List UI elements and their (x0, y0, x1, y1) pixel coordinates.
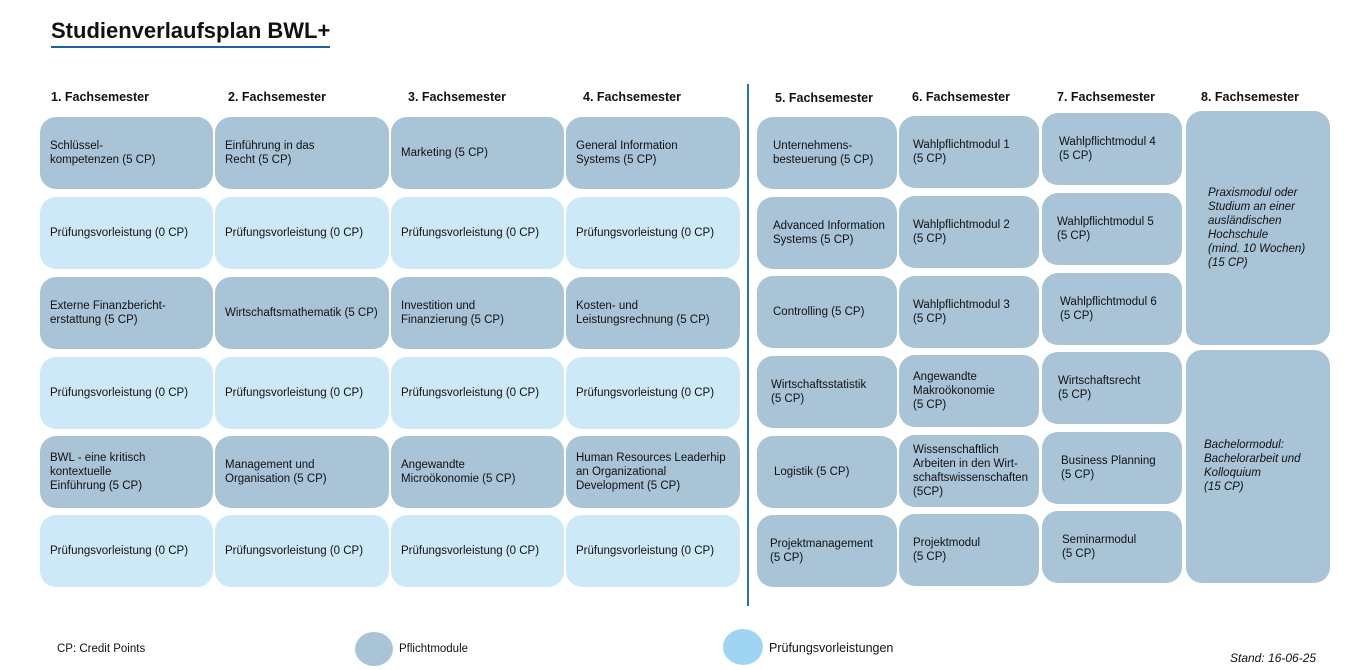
module-label: Prüfungsvorleistung (0 CP) (576, 545, 715, 557)
legend-pflicht-swatch (355, 632, 393, 666)
module-box (215, 117, 389, 189)
semester-header-5: 5. Fachsemester (775, 91, 873, 105)
pruefung-box (566, 197, 740, 269)
module-label: Wirtschaftsstatistik (5 CP) (771, 379, 867, 405)
module-box (899, 355, 1039, 427)
module-box (40, 117, 213, 189)
module-box (1042, 113, 1182, 185)
semester-header-1: 1. Fachsemester (51, 90, 149, 104)
pruefung-box (391, 515, 564, 587)
semester-header-3: 3. Fachsemester (408, 90, 506, 104)
module-label: Prüfungsvorleistung (0 CP) (401, 227, 540, 239)
module-box (757, 356, 897, 428)
module-box (215, 436, 389, 508)
legend-pruef: Prüfungsvorleistungen (769, 641, 894, 655)
module-label: Prüfungsvorleistung (0 CP) (401, 387, 540, 399)
module-box (757, 197, 897, 269)
module-box (40, 436, 213, 508)
module-label: Unternehmens- besteuerung (5 CP) (773, 140, 874, 166)
pruefung-box (391, 357, 564, 429)
pruefung-box (566, 515, 740, 587)
pruefung-box (566, 357, 740, 429)
module-label: Wahlpflichtmodul 2 (5 CP) (913, 219, 1010, 245)
module-label: Prüfungsvorleistung (0 CP) (50, 387, 189, 399)
module-box (899, 116, 1039, 188)
module-label: Wahlpflichtmodul 4 (5 CP) (1059, 136, 1156, 162)
module-label: Prüfungsvorleistung (0 CP) (50, 227, 189, 239)
module-box (899, 435, 1039, 507)
module-label: Prüfungsvorleistung (0 CP) (225, 545, 364, 557)
module-label: Prüfungsvorleistung (0 CP) (576, 387, 715, 399)
module-label: General Information Systems (5 CP) (576, 140, 678, 166)
semester-header-6: 6. Fachsemester (912, 90, 1010, 104)
module-label: Einführung in das Recht (5 CP) (225, 140, 315, 166)
module-box (1042, 432, 1182, 504)
module-box (215, 277, 389, 349)
module-label: Externe Finanzbericht- erstattung (5 CP) (50, 300, 166, 326)
module-label: Wahlpflichtmodul 5 (5 CP) (1057, 216, 1154, 242)
module-label: Angewandte Microökonomie (5 CP) (401, 459, 516, 485)
module-label: Schlüssel- kompetenzen (5 CP) (50, 140, 156, 166)
module-label: Wahlpflichtmodul 3 (5 CP) (913, 299, 1010, 325)
module-box (566, 436, 740, 508)
module-box (40, 277, 213, 349)
module-box (757, 276, 897, 348)
module-label: Marketing (5 CP) (401, 147, 488, 159)
pruefung-box (40, 515, 213, 587)
module-box (566, 117, 740, 189)
module-label: Angewandte Makroökonomie (5 CP) (913, 371, 995, 411)
pruefung-box (215, 197, 389, 269)
module-box (757, 436, 897, 508)
pruefung-box (40, 197, 213, 269)
module-box (391, 277, 564, 349)
module-label: Wirtschaftsmathematik (5 CP) (225, 307, 378, 319)
module-label: Wissenschaftlich Arbeiten in den Wirt- schaftswissenschaften (5CP) (913, 444, 1029, 498)
module-label: Prüfungsvorleistung (0 CP) (401, 545, 540, 557)
module-label: Logistik (5 CP) (774, 466, 850, 478)
module-label: Wirtschaftsrecht (5 CP) (1058, 375, 1141, 401)
module-label: Projektmodul (5 CP) (913, 537, 981, 563)
pruefung-box (391, 197, 564, 269)
module-label: Kosten- und Leistungsrechnung (5 CP) (576, 300, 710, 326)
module-box (1042, 193, 1182, 265)
semester-divider (747, 84, 749, 606)
module-label: Prüfungsvorleistung (0 CP) (225, 387, 364, 399)
module-label: Wahlpflichtmodul 1 (5 CP) (913, 139, 1010, 165)
legend-cp: CP: Credit Points (57, 643, 146, 655)
pruefung-box (40, 357, 213, 429)
semester-header-7: 7. Fachsemester (1057, 90, 1155, 104)
module-label: Prüfungsvorleistung (0 CP) (576, 227, 715, 239)
module-box (757, 117, 897, 189)
module-box (1042, 352, 1182, 424)
legend-pruef-swatch (723, 629, 763, 665)
module-label: Management und Organisation (5 CP) (225, 459, 327, 485)
semester-header-2: 2. Fachsemester (228, 90, 326, 104)
praxismodul-box (1186, 111, 1330, 345)
module-box (1042, 273, 1182, 345)
bachelormodul-box (1186, 350, 1330, 583)
module-label: Seminarmodul (5 CP) (1062, 534, 1137, 560)
module-box (899, 196, 1039, 268)
module-box (1042, 511, 1182, 583)
legend-pflicht: Pflichtmodule (399, 643, 469, 655)
semester-header-8: 8. Fachsemester (1201, 90, 1299, 104)
module-box (899, 514, 1039, 586)
pruefung-box (215, 515, 389, 587)
module-box (899, 276, 1039, 348)
module-label: Investition und Finanzierung (5 CP) (401, 300, 504, 326)
module-label: Wahlpflichtmodul 6 (5 CP) (1060, 296, 1157, 322)
module-label: Prüfungsvorleistung (0 CP) (50, 545, 189, 557)
module-box (757, 515, 897, 587)
module-box (566, 277, 740, 349)
module-label: Bachelormodul: Bachelorarbeit und Kolloquium (15 CP) (1204, 439, 1301, 493)
module-label: BWL - eine kritisch kontextuelle Einführung (5 CP) (50, 452, 146, 492)
stand-date: Stand: 16-06-25 (1230, 651, 1317, 665)
page-title: Studienverlaufsplan BWL+ (51, 18, 330, 48)
semester-header-4: 4. Fachsemester (583, 90, 681, 104)
module-label: Human Resources Leaderhip an Organizational Development (5 CP) (576, 452, 726, 492)
module-box (391, 117, 564, 189)
module-box (391, 436, 564, 508)
module-label: Advanced Information Systems (5 CP) (773, 220, 885, 246)
pruefung-box (215, 357, 389, 429)
module-label: Praxismodul oder Studium an einer ausländischen Hochschule (mind. 10 Wochen) (15 CP) (1208, 187, 1306, 269)
module-label: Projektmanagement (5 CP) (770, 538, 873, 564)
module-label: Business Planning (5 CP) (1061, 455, 1156, 481)
module-label: Controlling (5 CP) (773, 306, 865, 318)
module-label: Prüfungsvorleistung (0 CP) (225, 227, 364, 239)
